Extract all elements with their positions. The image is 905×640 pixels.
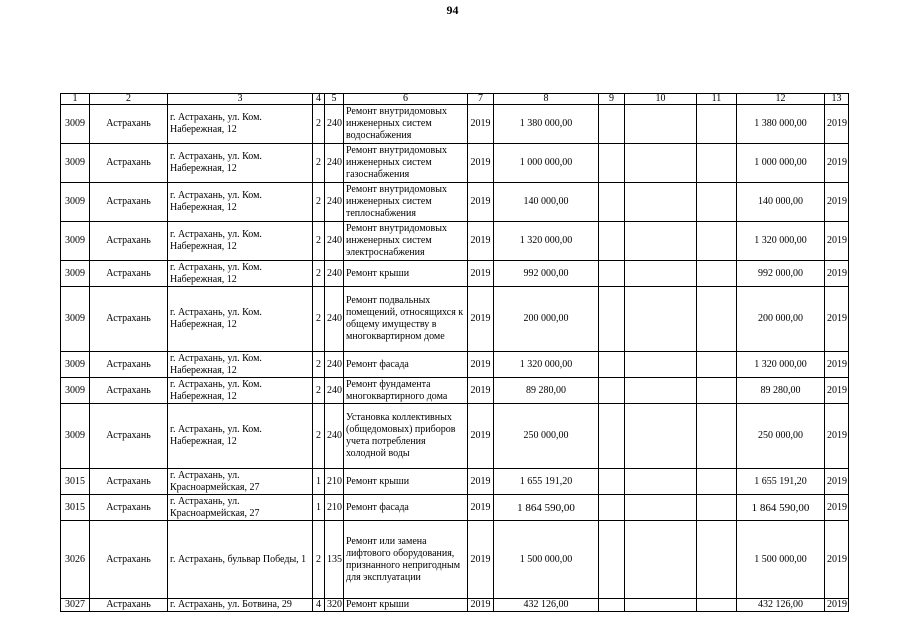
column-10-cell — [625, 378, 697, 404]
year-cell: 2019 — [468, 469, 494, 495]
column-11-cell — [697, 404, 737, 469]
row-number-cell: 3009 — [61, 404, 90, 469]
column-9-cell — [599, 261, 625, 287]
table-row — [61, 599, 849, 612]
address-cell: г. Астрахань, бульвар Победы, 1 — [168, 521, 313, 599]
address-cell: г. Астрахань, ул. Ком. Набережная, 12 — [168, 287, 313, 352]
year-cell: 2019 — [468, 521, 494, 599]
column-10-cell — [625, 352, 697, 378]
work-type-cell: Ремонт фундамента многоквартирного дома — [344, 378, 468, 404]
work-type-cell: Ремонт фасада — [344, 495, 468, 521]
total-amount-cell: 432 126,00 — [737, 599, 825, 612]
total-amount-cell: 89 280,00 — [737, 378, 825, 404]
completion-year-cell: 2019 — [825, 521, 849, 599]
amount-cell: 1 500 000,00 — [494, 521, 599, 599]
total-amount-cell: 1 380 000,00 — [737, 105, 825, 144]
column-4-cell: 2 — [313, 404, 325, 469]
column-11-cell — [697, 469, 737, 495]
municipality-cell: Астрахань — [90, 222, 168, 261]
amount-cell: 1 380 000,00 — [494, 105, 599, 144]
column-4-cell: 2 — [313, 222, 325, 261]
column-10-cell — [625, 183, 697, 222]
address-cell: г. Астрахань, ул. Ботвина, 29 — [168, 599, 313, 612]
work-type-cell: Ремонт крыши — [344, 469, 468, 495]
table-row — [61, 404, 849, 469]
column-4-cell: 1 — [313, 495, 325, 521]
column-9-cell — [599, 352, 625, 378]
column-10-cell — [625, 261, 697, 287]
column-10-cell — [625, 599, 697, 612]
column-11-cell — [697, 495, 737, 521]
page-number: 94 — [446, 3, 459, 17]
total-amount-cell: 140 000,00 — [737, 183, 825, 222]
total-amount-cell: 992 000,00 — [737, 261, 825, 287]
column-11-cell — [697, 378, 737, 404]
table-row — [61, 521, 849, 599]
amount-cell: 992 000,00 — [494, 261, 599, 287]
year-cell: 2019 — [468, 105, 494, 144]
table-row — [61, 183, 849, 222]
municipality-cell: Астрахань — [90, 105, 168, 144]
completion-year-cell: 2019 — [825, 144, 849, 183]
column-5-cell: 240 — [325, 404, 344, 469]
column-11-cell — [697, 521, 737, 599]
year-cell: 2019 — [468, 222, 494, 261]
amount-cell: 432 126,00 — [494, 599, 599, 612]
municipality-cell: Астрахань — [90, 287, 168, 352]
total-amount-cell: 1 320 000,00 — [737, 352, 825, 378]
column-4-cell: 4 — [313, 599, 325, 612]
row-number-cell: 3009 — [61, 105, 90, 144]
completion-year-cell: 2019 — [825, 495, 849, 521]
column-9-cell — [599, 404, 625, 469]
row-number-cell: 3009 — [61, 378, 90, 404]
column-10-cell — [625, 144, 697, 183]
work-type-cell: Ремонт внутридомовых инженерных систем водоснабжения — [344, 105, 468, 144]
table-row — [61, 287, 849, 352]
amount-cell: 250 000,00 — [494, 404, 599, 469]
column-number-row — [61, 94, 849, 105]
total-amount-cell: 1 655 191,20 — [737, 469, 825, 495]
column-5-cell: 240 — [325, 378, 344, 404]
column-header: 12 — [737, 94, 825, 105]
column-5-cell: 210 — [325, 495, 344, 521]
column-4-cell: 2 — [313, 378, 325, 404]
column-header: 4 — [313, 94, 325, 105]
municipality-cell: Астрахань — [90, 144, 168, 183]
year-cell: 2019 — [468, 144, 494, 183]
column-11-cell — [697, 183, 737, 222]
column-header: 2 — [90, 94, 168, 105]
column-10-cell — [625, 521, 697, 599]
municipality-cell: Астрахань — [90, 261, 168, 287]
program-table — [60, 93, 849, 612]
work-type-cell: Ремонт подвальных помещений, относящихся к общему имуществу в многоквартирном доме — [344, 287, 468, 352]
address-cell: г. Астрахань, ул. Красноармейская, 27 — [168, 469, 313, 495]
column-4-cell: 2 — [313, 352, 325, 378]
column-5-cell: 135 — [325, 521, 344, 599]
column-4-cell: 2 — [313, 287, 325, 352]
year-cell: 2019 — [468, 495, 494, 521]
table-row — [61, 495, 849, 521]
row-number-cell: 3026 — [61, 521, 90, 599]
completion-year-cell: 2019 — [825, 287, 849, 352]
column-9-cell — [599, 599, 625, 612]
amount-cell: 200 000,00 — [494, 287, 599, 352]
column-4-cell: 2 — [313, 144, 325, 183]
table-row — [61, 261, 849, 287]
table-row — [61, 105, 849, 144]
row-number-cell: 3009 — [61, 183, 90, 222]
column-9-cell — [599, 469, 625, 495]
work-type-cell: Ремонт крыши — [344, 261, 468, 287]
year-cell: 2019 — [468, 287, 494, 352]
municipality-cell: Астрахань — [90, 378, 168, 404]
column-5-cell: 240 — [325, 287, 344, 352]
table-row — [61, 378, 849, 404]
column-4-cell: 2 — [313, 183, 325, 222]
completion-year-cell: 2019 — [825, 469, 849, 495]
total-amount-cell: 1 500 000,00 — [737, 521, 825, 599]
column-11-cell — [697, 105, 737, 144]
year-cell: 2019 — [468, 352, 494, 378]
column-header: 1 — [61, 94, 90, 105]
column-9-cell — [599, 183, 625, 222]
column-11-cell — [697, 287, 737, 352]
row-number-cell: 3015 — [61, 495, 90, 521]
work-type-cell: Ремонт или замена лифтового оборудования, признанного непригодным для эксплуатации — [344, 521, 468, 599]
column-header: 7 — [468, 94, 494, 105]
column-4-cell: 2 — [313, 261, 325, 287]
row-number-cell: 3015 — [61, 469, 90, 495]
total-amount-cell: 1 864 590,00 — [737, 495, 825, 521]
table-row — [61, 222, 849, 261]
column-9-cell — [599, 144, 625, 183]
column-4-cell: 2 — [313, 521, 325, 599]
column-10-cell — [625, 287, 697, 352]
column-11-cell — [697, 261, 737, 287]
column-header: 13 — [825, 94, 849, 105]
completion-year-cell: 2019 — [825, 378, 849, 404]
column-11-cell — [697, 352, 737, 378]
amount-cell: 1 320 000,00 — [494, 352, 599, 378]
row-number-cell: 3009 — [61, 261, 90, 287]
address-cell: г. Астрахань, ул. Ком. Набережная, 12 — [168, 261, 313, 287]
column-9-cell — [599, 521, 625, 599]
amount-cell: 1 655 191,20 — [494, 469, 599, 495]
completion-year-cell: 2019 — [825, 261, 849, 287]
column-4-cell: 2 — [313, 105, 325, 144]
work-type-cell: Ремонт внутридомовых инженерных систем электроснабжения — [344, 222, 468, 261]
row-number-cell: 3027 — [61, 599, 90, 612]
municipality-cell: Астрахань — [90, 469, 168, 495]
total-amount-cell: 1 320 000,00 — [737, 222, 825, 261]
column-11-cell — [697, 222, 737, 261]
column-10-cell — [625, 469, 697, 495]
table-row — [61, 469, 849, 495]
table-row — [61, 352, 849, 378]
column-10-cell — [625, 495, 697, 521]
column-9-cell — [599, 287, 625, 352]
column-5-cell: 240 — [325, 222, 344, 261]
address-cell: г. Астрахань, ул. Ком. Набережная, 12 — [168, 105, 313, 144]
work-type-cell: Ремонт крыши — [344, 599, 468, 612]
column-header: 11 — [697, 94, 737, 105]
column-header: 3 — [168, 94, 313, 105]
column-header: 5 — [325, 94, 344, 105]
amount-cell: 89 280,00 — [494, 378, 599, 404]
amount-cell: 1 864 590,00 — [494, 495, 599, 521]
municipality-cell: Астрахань — [90, 352, 168, 378]
work-type-cell: Ремонт фасада — [344, 352, 468, 378]
column-11-cell — [697, 144, 737, 183]
column-4-cell: 1 — [313, 469, 325, 495]
row-number-cell: 3009 — [61, 222, 90, 261]
address-cell: г. Астрахань, ул. Ком. Набережная, 12 — [168, 222, 313, 261]
column-5-cell: 320 — [325, 599, 344, 612]
address-cell: г. Астрахань, ул. Ком. Набережная, 12 — [168, 352, 313, 378]
column-10-cell — [625, 105, 697, 144]
municipality-cell: Астрахань — [90, 495, 168, 521]
total-amount-cell: 200 000,00 — [737, 287, 825, 352]
address-cell: г. Астрахань, ул. Ком. Набережная, 12 — [168, 183, 313, 222]
amount-cell: 1 000 000,00 — [494, 144, 599, 183]
municipality-cell: Астрахань — [90, 521, 168, 599]
year-cell: 2019 — [468, 378, 494, 404]
address-cell: г. Астрахань, ул. Красноармейская, 27 — [168, 495, 313, 521]
address-cell: г. Астрахань, ул. Ком. Набережная, 12 — [168, 404, 313, 469]
table-row — [61, 144, 849, 183]
completion-year-cell: 2019 — [825, 105, 849, 144]
column-5-cell: 240 — [325, 183, 344, 222]
column-header: 10 — [625, 94, 697, 105]
municipality-cell: Астрахань — [90, 404, 168, 469]
year-cell: 2019 — [468, 404, 494, 469]
year-cell: 2019 — [468, 261, 494, 287]
completion-year-cell: 2019 — [825, 222, 849, 261]
column-5-cell: 240 — [325, 144, 344, 183]
amount-cell: 140 000,00 — [494, 183, 599, 222]
column-5-cell: 240 — [325, 352, 344, 378]
column-header: 6 — [344, 94, 468, 105]
row-number-cell: 3009 — [61, 287, 90, 352]
completion-year-cell: 2019 — [825, 599, 849, 612]
total-amount-cell: 250 000,00 — [737, 404, 825, 469]
column-10-cell — [625, 222, 697, 261]
amount-cell: 1 320 000,00 — [494, 222, 599, 261]
total-amount-cell: 1 000 000,00 — [737, 144, 825, 183]
column-5-cell: 240 — [325, 261, 344, 287]
column-9-cell — [599, 495, 625, 521]
year-cell: 2019 — [468, 183, 494, 222]
municipality-cell: Астрахань — [90, 183, 168, 222]
completion-year-cell: 2019 — [825, 183, 849, 222]
column-10-cell — [625, 404, 697, 469]
work-type-cell: Ремонт внутридомовых инженерных систем теплоснабжения — [344, 183, 468, 222]
column-9-cell — [599, 222, 625, 261]
row-number-cell: 3009 — [61, 144, 90, 183]
completion-year-cell: 2019 — [825, 352, 849, 378]
year-cell: 2019 — [468, 599, 494, 612]
work-type-cell: Ремонт внутридомовых инженерных систем газоснабжения — [344, 144, 468, 183]
row-number-cell: 3009 — [61, 352, 90, 378]
column-header: 8 — [494, 94, 599, 105]
column-9-cell — [599, 105, 625, 144]
column-header: 9 — [599, 94, 625, 105]
work-type-cell: Установка коллективных (общедомовых) приборов учета потребления холодной воды — [344, 404, 468, 469]
column-9-cell — [599, 378, 625, 404]
municipality-cell: Астрахань — [90, 599, 168, 612]
address-cell: г. Астрахань, ул. Ком. Набережная, 12 — [168, 378, 313, 404]
column-11-cell — [697, 599, 737, 612]
column-5-cell: 240 — [325, 105, 344, 144]
completion-year-cell: 2019 — [825, 404, 849, 469]
address-cell: г. Астрахань, ул. Ком. Набережная, 12 — [168, 144, 313, 183]
column-5-cell: 210 — [325, 469, 344, 495]
